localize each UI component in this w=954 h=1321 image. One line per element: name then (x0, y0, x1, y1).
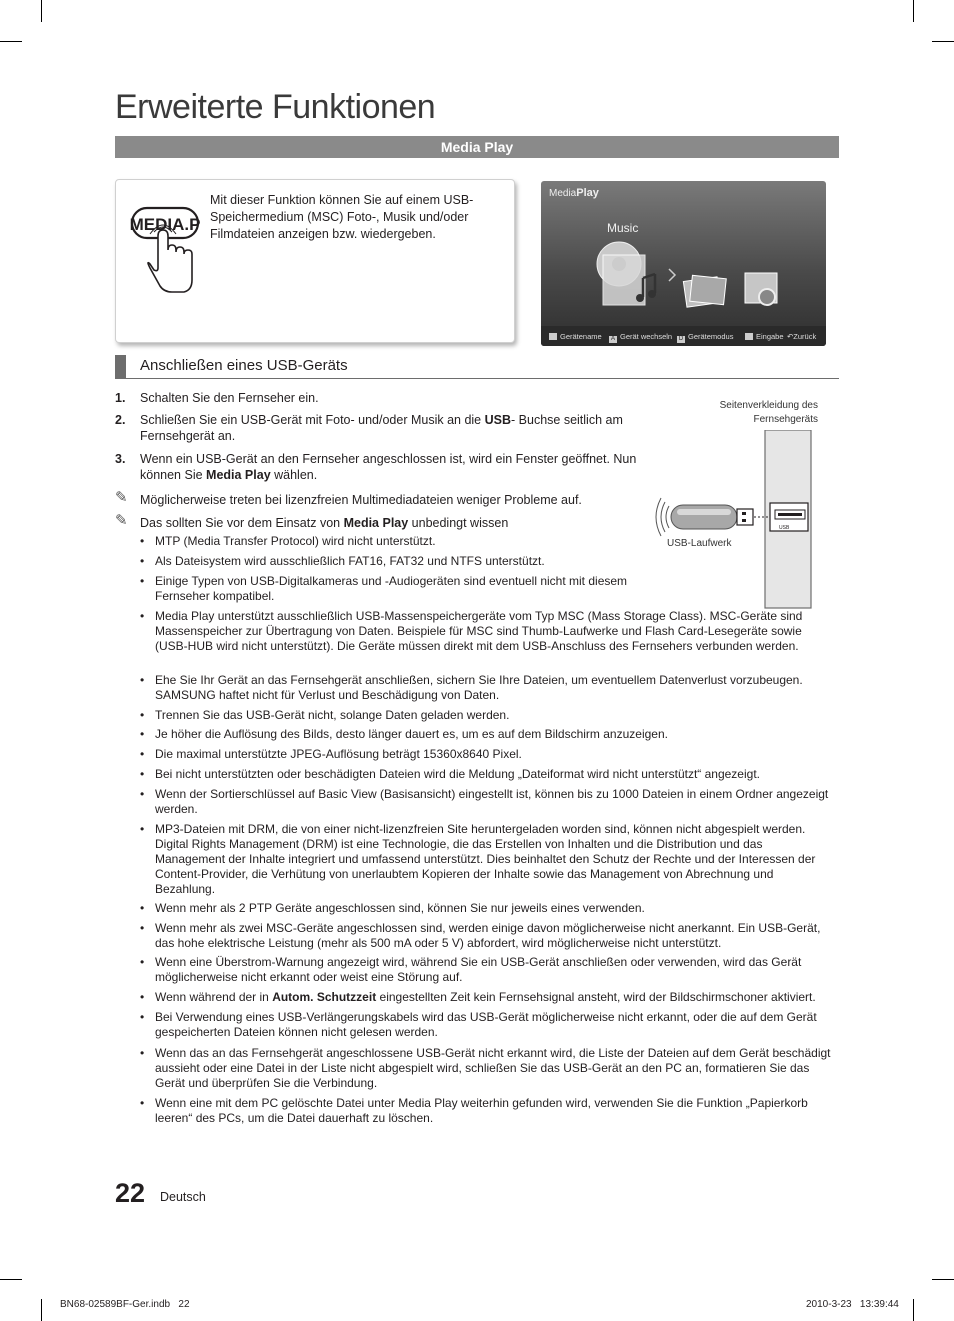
pencil-note-icon: ✎ (115, 512, 128, 529)
crop-mark (0, 41, 22, 42)
usb-port-label: USB (779, 525, 790, 531)
subsection-title: Anschließen eines USB-Geräts (140, 357, 348, 374)
print-file-info: BN68-02589BF-Ger.indb 22 (60, 1299, 190, 1310)
return-icon: ↶ (787, 332, 794, 341)
footer-change-device: A Gerät wechseln (610, 332, 673, 342)
media-p-label: MEDIA.P (130, 215, 201, 234)
usb-drive-label: USB-Laufwerk (667, 538, 732, 549)
footer-device-mode: D Gerätemodus (678, 332, 734, 342)
remote-button-icon (130, 202, 202, 299)
media-play-screen (541, 181, 826, 346)
page-number: 22 (115, 1178, 146, 1208)
page-title: Erweiterte Funktionen (115, 88, 436, 126)
tv-side-label: Seitenverkleidung des Fernsehgeräts (719, 400, 818, 425)
footer-device-name: Gerätename (549, 332, 602, 341)
screen-title: MediaPlay (549, 187, 599, 199)
footer-enter: Eingabe (745, 332, 784, 341)
chevron-right-icon (669, 269, 675, 281)
screen-category-music: Music (607, 221, 639, 235)
crop-mark (0, 1279, 22, 1280)
page-language: Deutsch (160, 1190, 206, 1204)
usb-connection-figure (655, 430, 820, 610)
crop-mark (41, 0, 42, 22)
gear-icon (759, 289, 775, 305)
section-title: Media Play (115, 136, 839, 158)
crop-mark (913, 0, 914, 22)
crop-mark (932, 1279, 954, 1280)
intro-text: Mit dieser Funktion können Sie auf einem USB-Speichermedium (MSC) Foto-, Musik und/oder Filmdateien anzeigen bzw. wiedergeben. (210, 193, 474, 241)
subsection-marker (115, 355, 126, 379)
footer-back: ↶Zurück (787, 332, 817, 341)
intro-box (115, 179, 515, 343)
crop-mark (932, 41, 954, 42)
pencil-note-icon: ✎ (115, 489, 128, 506)
crop-mark (41, 1299, 42, 1321)
subsection-header (115, 355, 839, 379)
print-timestamp: 2010-3-23 13:39:44 (806, 1299, 899, 1310)
crop-mark (913, 1299, 914, 1321)
screen-footer (541, 326, 826, 346)
media-icons (541, 181, 826, 326)
